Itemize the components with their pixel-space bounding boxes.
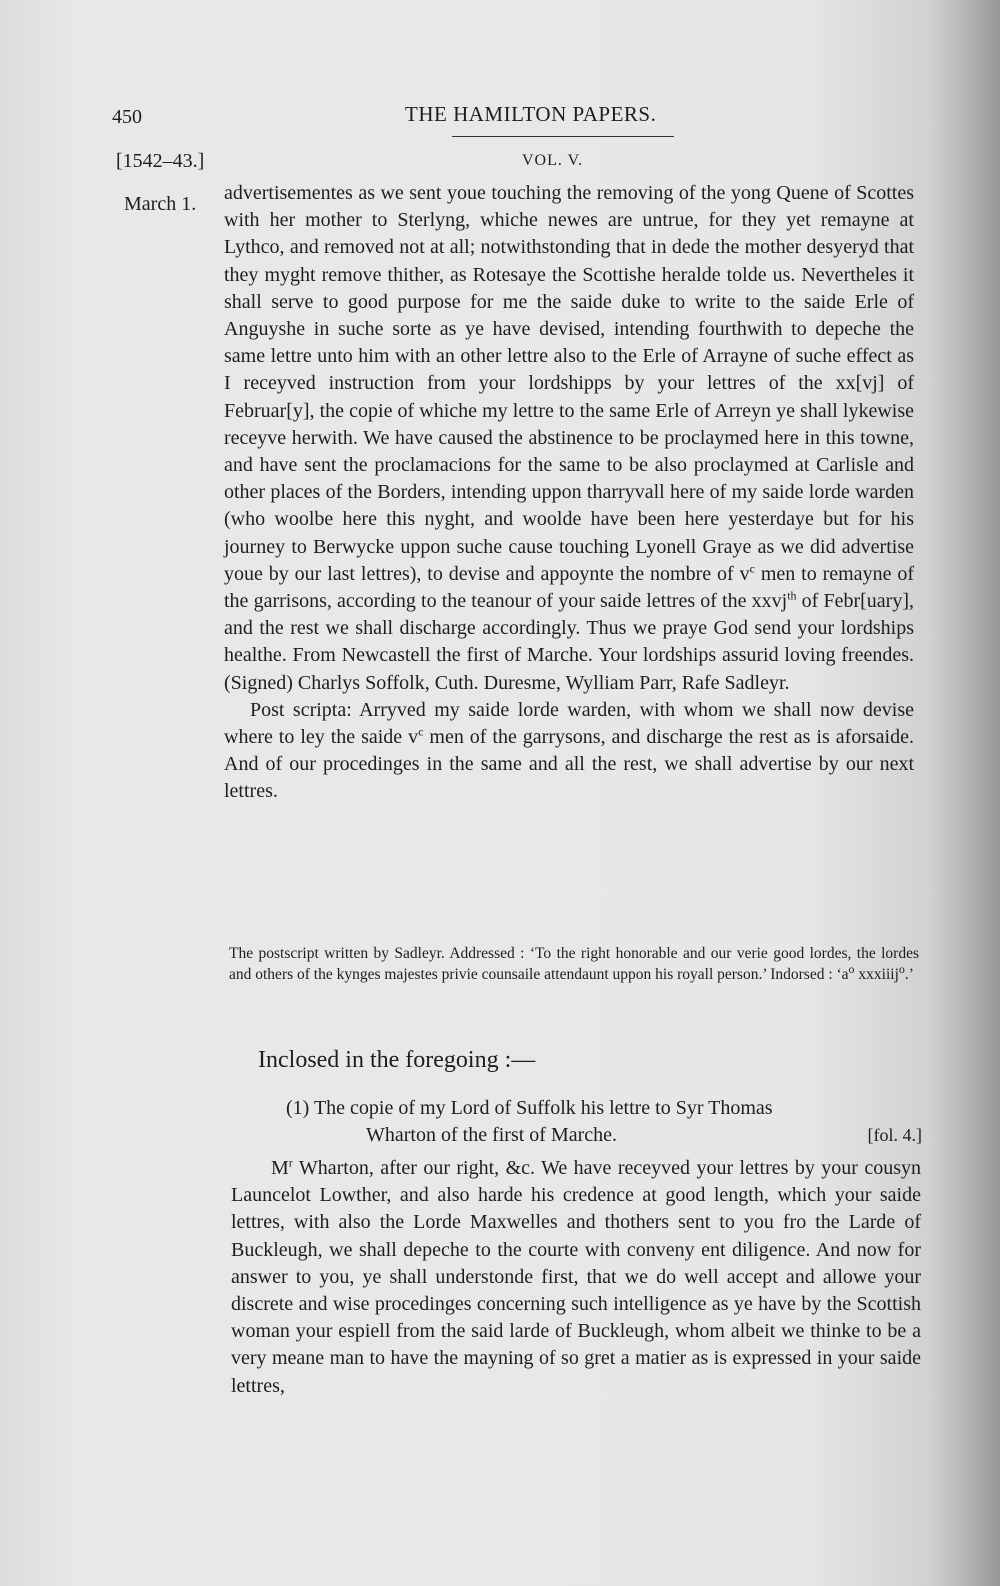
volume-label: VOL. V.: [522, 152, 584, 169]
superscript: o: [898, 961, 905, 976]
page-shadow: [930, 0, 1000, 1586]
letter-body: [224, 180, 914, 806]
superscript: c: [749, 561, 755, 576]
date-range: [1542–43.]: [116, 150, 205, 172]
enclosure-title-line-2: [366, 1122, 922, 1149]
superscript: th: [787, 588, 797, 603]
note-text: xxxiiij: [854, 966, 899, 983]
letter-text: men of the garrysons, and discharge the rest as is aforsaide. And of our procedinges in the same and all the rest, we shall advertise by our next lettres.: [224, 726, 914, 803]
enclosure-paragraph: [231, 1155, 921, 1400]
letter-postscript: [224, 697, 914, 806]
enclosure-text: M: [271, 1157, 289, 1179]
enclosure-title-text: Wharton of the first of Marche.: [366, 1124, 618, 1146]
letter-text: men to remayne of the garrisons, according to the teanour of your saide lettres of the xxvj: [224, 562, 914, 613]
letter-text: advertisementes as we sent youe touching the removing of the yong Quene of Scottes with her mother to Sterlyng, whiche newes are untrue, for they yet remayne at Lythco, and removed not at all; notwithstonding that in dede the mother desyeryd that they myght remove thither, as Rotesaye the Scottishe heralde tolde us. Nevertheles it shall serve to good purpose for me the saide duke to write to the saide Erle of Anguyshe in suche sorte as ye have devised, intending fourthwith to depeche the same lettre unto him with an other lettre also to the Erle of Arrayne of suche effect as I receyved instruction from your lordshipps by your lettres of the xx[vj] of Februar[y], the copie of whiche my lettre to the same Erle of Arreyn ye shall lykewise receyve herwith. We have caused the abstinence to be proclaymed here in this towne, and have sent the proclamacions for the same to be also proclaymed at Carlisle and other places of the Borders, intending uppon tharryvall here of my saide lorde warden (who woolbe here this nyght, and woolde have been here yesterdaye but for his journey to Berwycke uppon suche cause touching Lyonell Graye as we did advertise youe by our last lettres), to devise and appoynte the nombre of v: [224, 182, 914, 585]
note-text: .’: [904, 966, 914, 983]
running-title: THE HAMILTON PAPERS.: [405, 102, 657, 126]
superscript: c: [418, 724, 424, 739]
letter-text: of Febr[uary], and the rest we shall discharge accordingly. Thus we praye God send your lordships healthe. From Newcastell the first of Marche. Your lordships assurid loving freendes. (Signed) Charlys Soffolk, Cuth. Duresme, Wylliam Parr, Rafe Sadleyr.: [224, 590, 914, 694]
folio-reference: [fol. 4.]: [867, 1125, 922, 1145]
margin-date: March 1.: [124, 193, 197, 215]
header-rule: [452, 136, 674, 137]
page-number: 450: [112, 106, 142, 128]
letter-text: Post scripta: Arryved my saide lorde warden, with whom we shall now devise where to ley the saide v: [224, 698, 914, 749]
enclosure-text: Wharton, after our right, &c. We have receyved your lettres by your cousyn Launcelot Lowther, and also harde his credence at good length, which your saide lettres, with also the Lorde Maxwelles and thothers sent to you fro the Larde of Buckleugh, we shall depeche to the courte with conveny ent diligence. And now for answer to you, ye shall understonde first, that we do well accept and allowe your discrete and wise procedinges concerning such intelligence as ye have by the Scottish woman your espiell from the said larde of Buckleugh, whom albeit we thinke to be a very meane man to have the mayning of so gret a matier as is expressed in your saide lettres,: [231, 1157, 921, 1397]
letter-paragraph-1: [224, 180, 914, 697]
note-text: The postscript written by Sadleyr. Addressed : ‘To the right honorable and our verie good lordes, the lordes and others of the kynges majestes privie counsaile attendaunt uppon his royall person.’ Indorsed : ‘a: [229, 945, 919, 983]
superscript: o: [848, 961, 855, 976]
enclosure-heading: Inclosed in the foregoing :—: [258, 1047, 536, 1073]
enclosure-title-line-1: (1) The copie of my Lord of Suffolk his lettre to Syr Thomas: [286, 1097, 773, 1119]
superscript: r: [288, 1155, 293, 1170]
editorial-note: [229, 943, 919, 985]
enclosure-body: [231, 1155, 921, 1400]
